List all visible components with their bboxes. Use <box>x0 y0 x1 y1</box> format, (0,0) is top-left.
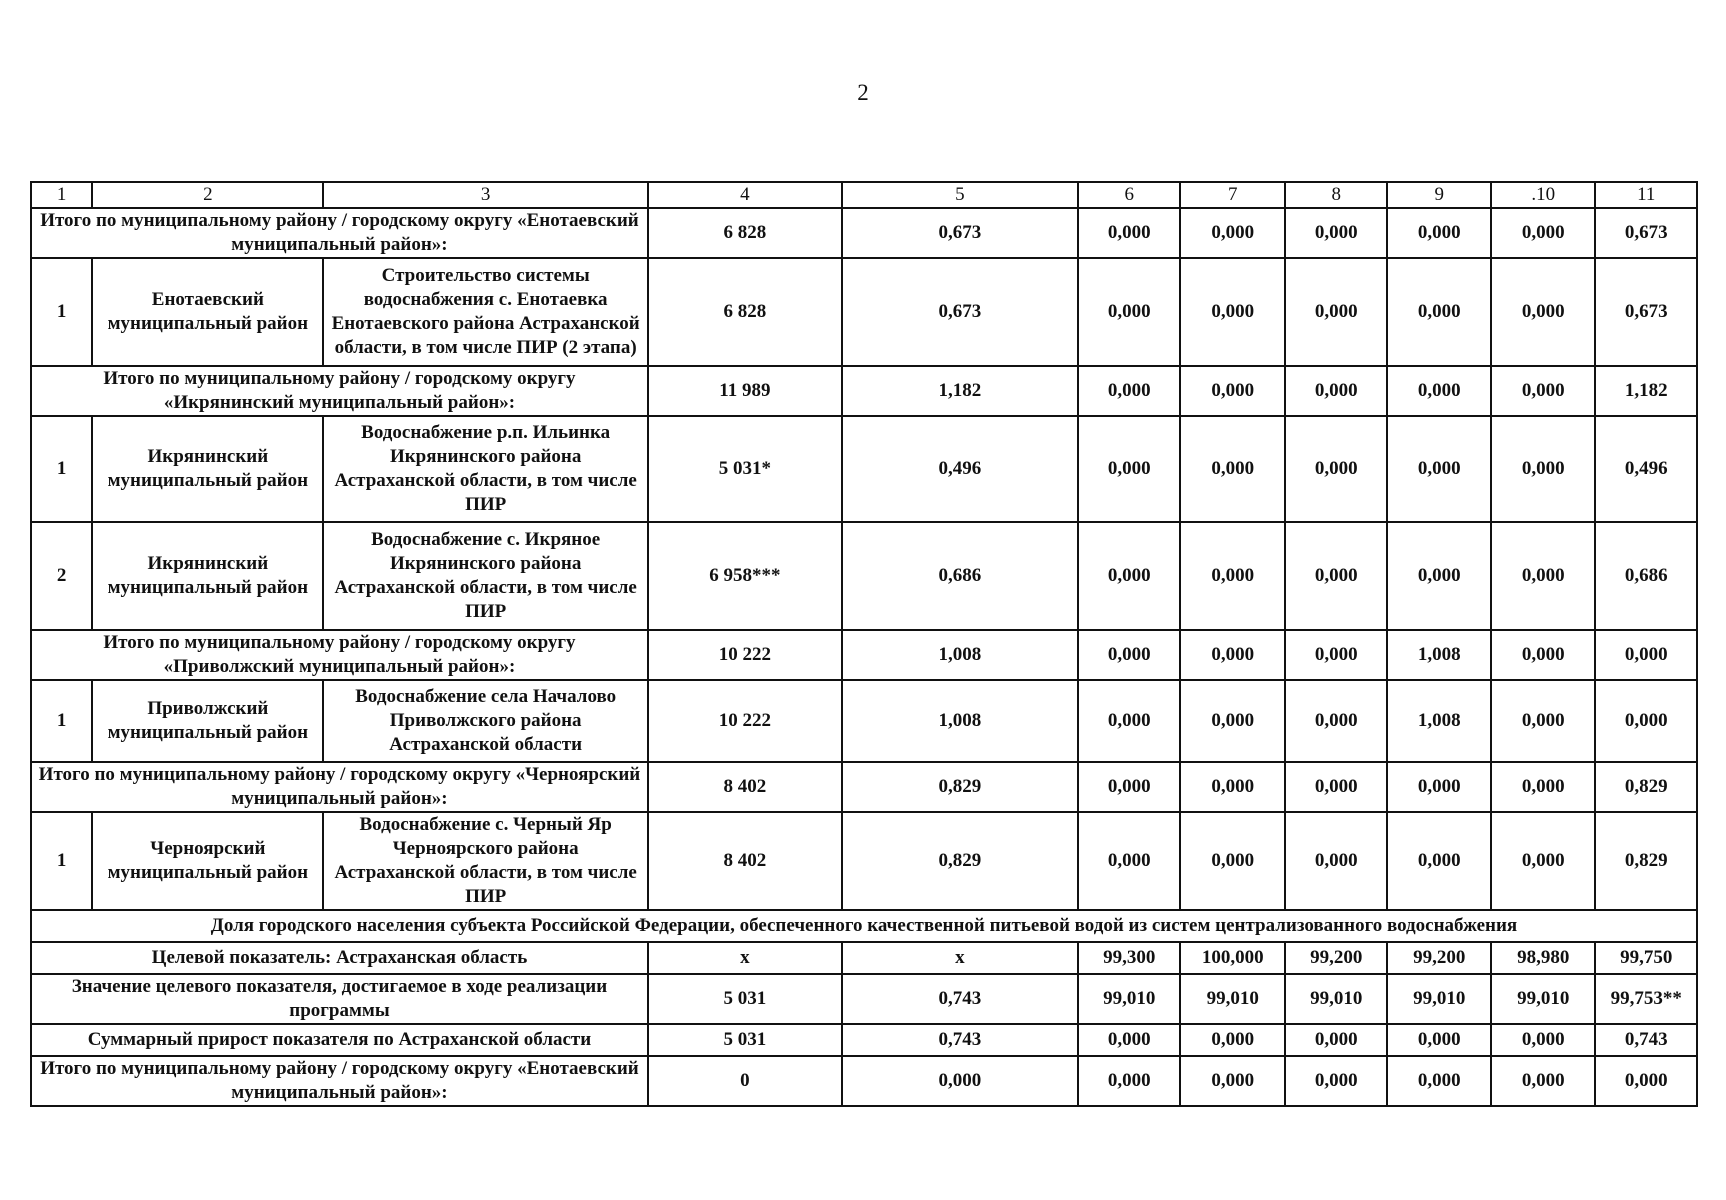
value-cell: 0,000 <box>1078 522 1180 630</box>
value-cell: 0,000 <box>1387 1024 1490 1056</box>
district-total-label: Итого по муниципальному району / городскому округу «Икрянинский муниципальный район»: <box>31 366 648 416</box>
district-name: Черноярский муниципальный район <box>92 812 323 910</box>
district-name: Икрянинский муниципальный район <box>92 416 323 522</box>
project-name: Водоснабжение р.п. Ильинка Икрянинского района Астраханской области, в том числе ПИР <box>323 416 648 522</box>
value-cell: 0,000 <box>1491 522 1596 630</box>
value-cell: 0,000 <box>1595 1056 1697 1106</box>
value-cell: 0,829 <box>842 762 1078 812</box>
value-cell: 0,000 <box>842 1056 1078 1106</box>
value-cell: 0,000 <box>1078 680 1180 762</box>
value-cell: 0,000 <box>1285 366 1387 416</box>
value-cell: 0,000 <box>1491 680 1596 762</box>
column-header: 9 <box>1387 182 1490 208</box>
column-header: .10 <box>1491 182 1596 208</box>
value-cell: 0,000 <box>1180 208 1285 258</box>
district-total-label: Итого по муниципальному району / городскому округу «Енотаевский муниципальный район»: <box>31 208 648 258</box>
value-cell: 99,750 <box>1595 942 1697 974</box>
value-cell: 0,000 <box>1595 630 1697 680</box>
value-cell: 0,000 <box>1078 1056 1180 1106</box>
value-cell: 0,000 <box>1078 208 1180 258</box>
district-total-label: Итого по муниципальному району / городскому округу «Енотаевский муниципальный район»: <box>31 1056 648 1106</box>
column-header: 8 <box>1285 182 1387 208</box>
target-indicator-row <box>31 942 1697 974</box>
value-cell: 5 031* <box>648 416 842 522</box>
value-cell: 5 031 <box>648 1024 842 1056</box>
value-cell: х <box>648 942 842 974</box>
value-cell: 99,010 <box>1491 974 1596 1024</box>
value-cell: 0,000 <box>1491 416 1596 522</box>
value-cell: 0,000 <box>1180 1056 1285 1106</box>
value-cell: 0,000 <box>1285 630 1387 680</box>
value-cell: 0,829 <box>842 812 1078 910</box>
column-header: 6 <box>1078 182 1180 208</box>
value-cell: 8 402 <box>648 762 842 812</box>
column-header: 1 <box>31 182 92 208</box>
value-cell: 0,000 <box>1180 630 1285 680</box>
value-cell: 0,000 <box>1285 522 1387 630</box>
value-cell: 0,000 <box>1078 1024 1180 1056</box>
district-total-row <box>31 762 1697 812</box>
district-total-label: Итого по муниципальному району / городскому округу «Черноярский муниципальный район»: <box>31 762 648 812</box>
value-cell: 99,010 <box>1285 974 1387 1024</box>
value-cell: 0,000 <box>1387 366 1490 416</box>
value-cell: 0,743 <box>842 974 1078 1024</box>
value-cell: 0,000 <box>1387 522 1490 630</box>
project-name: Водоснабжение села Началово Приволжского района Астраханской области <box>323 680 648 762</box>
value-cell: 1,008 <box>842 680 1078 762</box>
value-cell: 0,000 <box>1180 416 1285 522</box>
value-cell: 0,000 <box>1078 762 1180 812</box>
value-cell: 0,000 <box>1285 1024 1387 1056</box>
value-cell: 0,000 <box>1180 258 1285 366</box>
value-cell: 1,008 <box>1387 630 1490 680</box>
value-cell: 0,000 <box>1285 1056 1387 1106</box>
value-cell: 0,673 <box>842 208 1078 258</box>
data-table <box>30 181 1698 1107</box>
district-total-row <box>31 1056 1697 1106</box>
value-cell: 0,000 <box>1491 812 1596 910</box>
value-cell: х <box>842 942 1078 974</box>
value-cell: 0,000 <box>1078 258 1180 366</box>
value-cell: 100,000 <box>1180 942 1285 974</box>
row-number: 1 <box>31 812 92 910</box>
district-name: Приволжский муниципальный район <box>92 680 323 762</box>
value-cell: 98,980 <box>1491 942 1596 974</box>
value-cell: 0,000 <box>1387 762 1490 812</box>
value-cell: 0,000 <box>1078 630 1180 680</box>
project-name: Водоснабжение с. Черный Яр Черноярского района Астраханской области, в том числе ПИР <box>323 812 648 910</box>
sum-indicator-row <box>31 1024 1697 1056</box>
value-cell: 0,000 <box>1387 258 1490 366</box>
value-cell: 0,000 <box>1387 208 1490 258</box>
row-number: 2 <box>31 522 92 630</box>
column-header: 7 <box>1180 182 1285 208</box>
value-cell: 0,000 <box>1180 762 1285 812</box>
value-cell: 6 958*** <box>648 522 842 630</box>
section-heading-row <box>31 910 1697 942</box>
value-cell: 0,000 <box>1078 812 1180 910</box>
indicator-label: Целевой показатель: Астраханская область <box>31 942 648 974</box>
value-cell: 0,000 <box>1180 812 1285 910</box>
value-cell: 0,000 <box>1285 208 1387 258</box>
district-total-label: Итого по муниципальному району / городскому округу «Приволжский муниципальный район»: <box>31 630 648 680</box>
value-cell: 0,000 <box>1491 1056 1596 1106</box>
value-cell: 0,673 <box>1595 208 1697 258</box>
district-total-row <box>31 366 1697 416</box>
column-header: 3 <box>323 182 648 208</box>
value-cell: 0,743 <box>1595 1024 1697 1056</box>
value-cell: 0,000 <box>1285 416 1387 522</box>
row-number: 1 <box>31 416 92 522</box>
value-cell: 0,000 <box>1491 258 1596 366</box>
value-cell: 0,673 <box>842 258 1078 366</box>
value-cell: 6 828 <box>648 208 842 258</box>
section-heading: Доля городского населения субъекта Российской Федерации, обеспеченного качественной питьевой водой из систем централизованного водоснабжения <box>31 910 1697 942</box>
column-header: 11 <box>1595 182 1697 208</box>
row-number: 1 <box>31 258 92 366</box>
value-cell: 0,496 <box>842 416 1078 522</box>
value-cell: 1,008 <box>1387 680 1490 762</box>
value-cell: 10 222 <box>648 680 842 762</box>
value-cell: 0,000 <box>1180 366 1285 416</box>
value-cell: 0 <box>648 1056 842 1106</box>
value-cell: 11 989 <box>648 366 842 416</box>
value-cell: 0,000 <box>1078 416 1180 522</box>
value-cell: 99,010 <box>1387 974 1490 1024</box>
detail-row <box>31 680 1697 762</box>
value-cell: 0,000 <box>1387 1056 1490 1106</box>
value-cell: 0,000 <box>1180 522 1285 630</box>
value-cell: 0,000 <box>1285 762 1387 812</box>
value-cell: 0,000 <box>1387 812 1490 910</box>
detail-row <box>31 812 1697 910</box>
value-cell: 8 402 <box>648 812 842 910</box>
value-indicator-row <box>31 974 1697 1024</box>
value-cell: 0,000 <box>1285 680 1387 762</box>
column-header: 5 <box>842 182 1078 208</box>
value-cell: 1,182 <box>842 366 1078 416</box>
value-cell: 0,829 <box>1595 812 1697 910</box>
project-name: Водоснабжение с. Икряное Икрянинского района Астраханской области, в том числе ПИР <box>323 522 648 630</box>
value-cell: 0,000 <box>1078 366 1180 416</box>
project-name: Строительство системы водоснабжения с. Енотаевка Енотаевского района Астраханской области, в том числе ПИР (2 этапа) <box>323 258 648 366</box>
value-cell: 0,000 <box>1285 258 1387 366</box>
value-cell: 0,000 <box>1491 762 1596 812</box>
value-cell: 0,000 <box>1387 416 1490 522</box>
value-cell: 99,200 <box>1387 942 1490 974</box>
value-cell: 6 828 <box>648 258 842 366</box>
value-cell: 1,182 <box>1595 366 1697 416</box>
value-cell: 0,686 <box>1595 522 1697 630</box>
value-cell: 0,829 <box>1595 762 1697 812</box>
value-cell: 0,000 <box>1180 1024 1285 1056</box>
value-cell: 0,000 <box>1180 680 1285 762</box>
value-cell: 0,000 <box>1491 366 1596 416</box>
value-cell: 99,010 <box>1078 974 1180 1024</box>
header-row <box>31 182 1697 208</box>
detail-row <box>31 416 1697 522</box>
value-cell: 99,753** <box>1595 974 1697 1024</box>
column-header: 4 <box>648 182 842 208</box>
district-total-row <box>31 208 1697 258</box>
value-cell: 0,000 <box>1491 1024 1596 1056</box>
value-cell: 0,743 <box>842 1024 1078 1056</box>
value-cell: 99,010 <box>1180 974 1285 1024</box>
value-cell: 0,000 <box>1491 630 1596 680</box>
value-cell: 5 031 <box>648 974 842 1024</box>
value-cell: 99,200 <box>1285 942 1387 974</box>
detail-row <box>31 522 1697 630</box>
row-number: 1 <box>31 680 92 762</box>
indicator-label: Значение целевого показателя, достигаемое в ходе реализации программы <box>31 974 648 1024</box>
district-total-row <box>31 630 1697 680</box>
indicator-label: Суммарный прирост показателя по Астраханской области <box>31 1024 648 1056</box>
column-header: 2 <box>92 182 323 208</box>
detail-row <box>31 258 1697 366</box>
value-cell: 0,673 <box>1595 258 1697 366</box>
value-cell: 0,496 <box>1595 416 1697 522</box>
page-number: 2 <box>857 80 869 105</box>
value-cell: 0,686 <box>842 522 1078 630</box>
value-cell: 10 222 <box>648 630 842 680</box>
value-cell: 0,000 <box>1595 680 1697 762</box>
district-name: Енотаевский муниципальный район <box>92 258 323 366</box>
value-cell: 1,008 <box>842 630 1078 680</box>
value-cell: 0,000 <box>1491 208 1596 258</box>
value-cell: 99,300 <box>1078 942 1180 974</box>
district-name: Икрянинский муниципальный район <box>92 522 323 630</box>
value-cell: 0,000 <box>1285 812 1387 910</box>
